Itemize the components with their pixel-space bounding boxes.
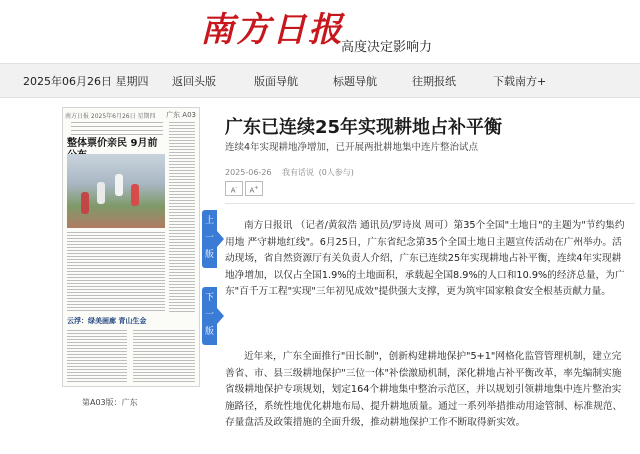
- article-title: 广东已连续25年实现耕地占补平衡: [225, 117, 503, 138]
- font-small-label: A: [230, 186, 236, 195]
- article-meta: [225, 167, 362, 178]
- paper-photo[interactable]: [67, 154, 165, 228]
- newspaper-page-thumbnail[interactable]: [62, 107, 200, 387]
- photo-figure: [97, 182, 105, 204]
- tab-char: 一: [204, 233, 214, 243]
- font-decrease-button[interactable]: A-: [225, 181, 243, 196]
- slogan: 高度决定影响力: [341, 40, 433, 55]
- article-paragraph: 南方日报讯 （记者/黄叙浩 通讯员/罗诗岚 周可）第35个全国"土地日"的主题为"节约集约用地 严守耕地红线"。6月25日，广东省纪念第35个全国土地日主题宣传活动在广州举办。活动现场，省自然资源厅有关负责人介绍，广东已连续25年实现耕地占补平衡，连续4年实现耕地净增加，以仅占全国1.9%的土地面积，承载起全国8.9%的人口和10.9%的经济总量，为广东"百千万工程"实现"三年初见成效"提供强大支撑，更为筑牢国家粮食安全根基贡献力量。: [225, 220, 625, 298]
- paper-subheadline-lines: [71, 122, 163, 136]
- participant-count: (0人参与): [318, 168, 354, 177]
- prev-page-arrow-icon[interactable]: [217, 231, 224, 247]
- paper-top-line: 南方日报 2025年6月26日 星期四: [65, 113, 156, 120]
- font-increase-button[interactable]: A+: [245, 181, 263, 196]
- photo-figure: [115, 174, 123, 196]
- tab-char: 版: [204, 327, 214, 337]
- next-page-arrow-icon[interactable]: [217, 308, 224, 324]
- page-caption: 第A03版：广东: [82, 398, 138, 407]
- prev-page-tab[interactable]: [202, 210, 217, 268]
- current-date: 2025年06月26日 星期四: [23, 75, 149, 88]
- newspaper-logo[interactable]: 南方日报: [200, 10, 344, 50]
- paper-column-text[interactable]: [133, 330, 195, 382]
- nav-back-to-front[interactable]: 返回头版: [172, 75, 216, 88]
- tab-char: 版: [204, 250, 214, 260]
- nav-title-navigation[interactable]: 标题导航: [333, 75, 377, 88]
- photo-figure: [81, 192, 89, 214]
- nav-bar: [0, 63, 640, 98]
- paper-section-label: 广东 A03: [166, 111, 196, 119]
- paper-column-text[interactable]: [67, 232, 165, 312]
- paper-column-text[interactable]: [67, 330, 127, 382]
- nav-download-app[interactable]: 下载南方+: [493, 75, 547, 88]
- comment-link[interactable]: 我有话说: [282, 168, 315, 177]
- tab-char: 下: [204, 293, 214, 303]
- paper-headline[interactable]: 整体票价亲民 9月前: [67, 138, 158, 149]
- font-large-label: A: [249, 186, 255, 195]
- tab-char: 上: [204, 216, 214, 226]
- divider: [225, 203, 635, 204]
- nav-past-issues[interactable]: 往期报纸: [412, 75, 456, 88]
- masthead: [0, 0, 640, 62]
- next-page-tab[interactable]: [202, 287, 217, 345]
- paper-column-text[interactable]: [169, 122, 195, 312]
- nav-page-navigation[interactable]: 版面导航: [254, 75, 298, 88]
- tab-char: 一: [204, 310, 214, 320]
- photo-figure: [131, 184, 139, 206]
- paper-band-headline[interactable]: 云浮：绿美画廊 青山生金: [67, 317, 147, 325]
- article-subtitle: 连续4年实现耕地净增加，已开展两批耕地集中连片整治试点: [225, 142, 479, 153]
- article-paragraph: 近年来，广东全面推行"田长制"，创新构建耕地保护"5+1"网格化监管管理机制，建立完善省、市、县三级耕地保护"三位一体"补偿激励机制，深化耕地占补平衡改革，率先编制实施省级耕地保护专项规划，划定164个耕地集中整治示范区，并以规划引领耕地集中连片整治实施路径，系统性地优化耕地布局、提升耕地质量。通过一系列举措推动用途管制、标准规范、存量盘活及政策措施的全面升级，推动耕地保护工作不断取得新实效。: [225, 351, 623, 429]
- article-date: 2025-06-26: [225, 168, 272, 177]
